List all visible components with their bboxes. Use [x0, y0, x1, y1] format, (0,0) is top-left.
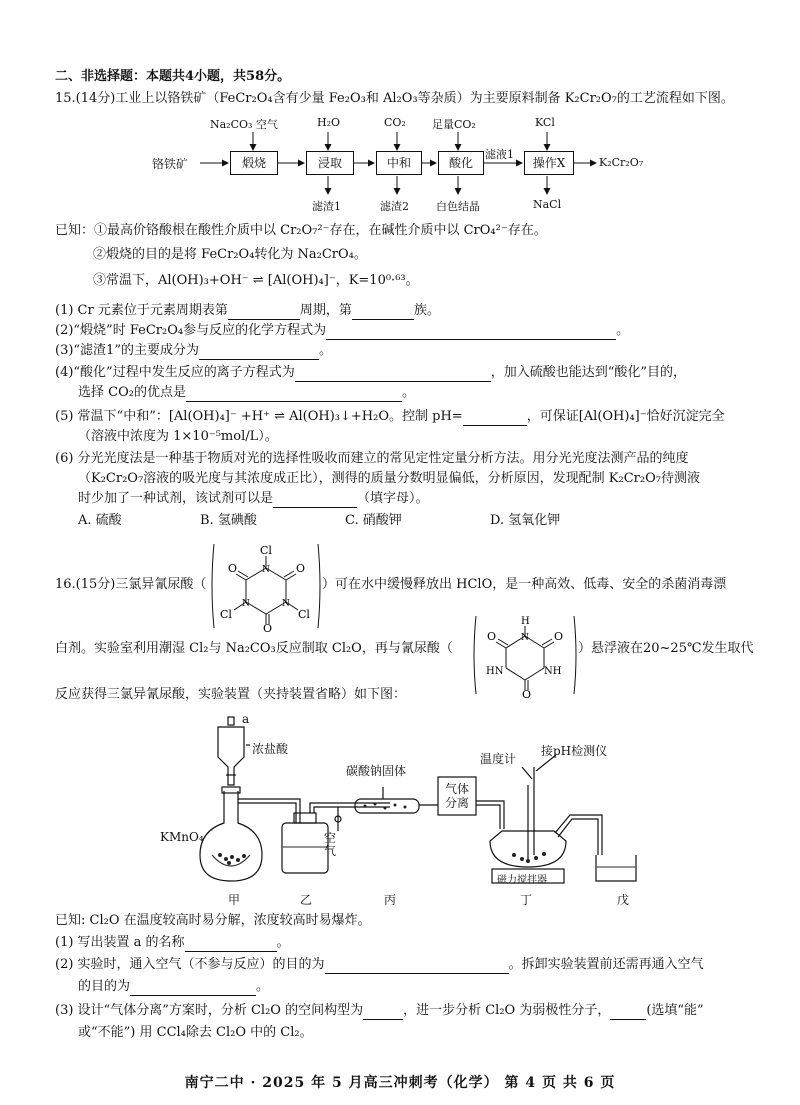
flow-step-leach: 浸取	[306, 151, 354, 175]
station-wu: 戊	[617, 893, 630, 907]
apparatus-label-ph: 接pH检测仪	[541, 744, 608, 758]
answer-blank[interactable]	[463, 411, 527, 426]
q16-sub3-cont: 或“不能”) 用 CCl₄除去 Cl₂O 中的 Cl₂。	[78, 1025, 313, 1040]
atom-label: Cl	[298, 608, 310, 621]
q15-sub1: (1) Cr 元素位于元素周期表第 周期，第 族。	[55, 303, 440, 318]
answer-blank[interactable]	[273, 493, 357, 508]
station-yi: 乙	[300, 893, 313, 907]
flow-output-3: 滤渣2	[380, 200, 409, 213]
answer-blank[interactable]	[228, 305, 300, 320]
atom-label: N	[242, 599, 250, 609]
flow-output-2: 滤渣1	[312, 200, 341, 213]
q16-sub2-cont: 的目的为 。	[78, 979, 270, 994]
atom-label: N	[262, 565, 270, 575]
apparatus-label-thermometer: 温度计	[480, 752, 517, 766]
atom-label: N	[521, 633, 529, 643]
flow-step-calcine: 煅烧	[230, 151, 278, 175]
flow-product: K₂Cr₂O₇	[599, 156, 644, 169]
answer-blank[interactable]	[363, 1005, 403, 1020]
apparatus-label-air: 空气	[324, 831, 337, 858]
apparatus-label-acid: 浓盐酸	[252, 742, 289, 756]
answer-blank[interactable]	[199, 345, 319, 360]
q15-option-c: C. 硝酸钾	[345, 513, 402, 528]
answer-blank[interactable]	[352, 305, 414, 320]
flow-step-operation-x: 操作X	[524, 151, 574, 175]
q15-sub3: (3)“滤渣1”的主要成分为 。	[55, 343, 332, 358]
atom-label: O	[522, 688, 532, 698]
answer-blank[interactable]	[130, 981, 256, 996]
answer-blank[interactable]	[185, 937, 277, 952]
q15-option-b: B. 氢碘酸	[200, 513, 257, 528]
q15-sub2: (2)“煅烧”时 FeCr₂O₄参与反应的化学方程式为 。	[55, 323, 630, 338]
q15-option-a: A. 硫酸	[78, 513, 122, 528]
station-ding: 丁	[520, 893, 533, 907]
atom-label: HN	[486, 666, 504, 677]
atom-label: O	[554, 630, 564, 643]
trichloroisocyanuric-acid-structure	[210, 540, 322, 632]
atom-label: O	[487, 630, 497, 643]
q15-sub4-cont: 选择 CO₂的优点是 。	[78, 385, 415, 400]
q16-sub3: (3) 设计“气体分离”方案时，分析 Cl₂O 的空间构型为 ，进一步分析 Cl₂O 为弱极性分子， (选填“能”	[55, 1003, 704, 1018]
answer-blank[interactable]	[326, 325, 616, 340]
page-footer: 南宁二中 · 2025 年 5 月高三冲刺考（化学） 第 4 页 共 6 页	[184, 1075, 616, 1091]
q16-line2-b: ）悬浮液在20~25℃发生取代	[578, 641, 754, 656]
flow-input-3: CO₂	[384, 116, 406, 129]
q15-known-3: ③常温下，Al(OH)₃+OH⁻ ⇌ [Al(OH)₄]⁻，K=10⁰·⁶³。	[93, 273, 419, 288]
atom-label: N	[282, 599, 290, 609]
flow-input-2: H₂O	[317, 116, 341, 129]
q15-intro: 15.(14分)工业上以铬铁矿（FeCr₂O₄含有少量 Fe₂O₃和 Al₂O₃等杂质）为主要原料制备 K₂Cr₂O₇的工艺流程如下图。	[55, 91, 734, 106]
atom-label: NH	[544, 666, 562, 677]
flow-output-4: 白色结晶	[436, 200, 480, 213]
atom-label: Cl	[220, 608, 232, 621]
flow-output-5: NaCl	[533, 198, 562, 211]
q16-line2-a: 白剂。实验室利用潮湿 Cl₂与 Na₂CO₃反应制取 Cl₂O，再与氰尿酸（	[55, 641, 453, 656]
apparatus-label-a: a	[242, 712, 250, 726]
q15-known-1: 已知：①最高价铬酸根在酸性介质中以 Cr₂O₇²⁻存在，在碱性介质中以 CrO₄²⁻存在。	[55, 223, 547, 238]
q15-sub5-cont: （溶液中浓度为 1×10⁻⁵mol/L）。	[78, 429, 278, 444]
answer-blank[interactable]	[295, 367, 491, 382]
q15-sub5: (5) 常温下“中和”：[Al(OH)₄]⁻ +H⁺ ⇌ Al(OH)₃↓+H₂O。控制 pH= ，可保证[Al(OH)₄]⁻恰好沉淀完全	[55, 409, 725, 424]
flow-input-4: 足量CO₂	[432, 118, 476, 131]
q16-line1-a: 16.(15分)三氯异氰尿酸（	[55, 577, 207, 592]
flow-input-1: Na₂CO₃ 空气	[210, 118, 278, 131]
answer-blank[interactable]	[325, 959, 509, 974]
q16-sub1: (1) 写出装置 a 的名称 。	[55, 935, 290, 950]
flow-step-acidify: 酸化	[438, 151, 484, 175]
q15-sub6-3: 时少加了一种试剂，该试剂可以是 （填字母）。	[78, 491, 429, 506]
atom-label: O	[296, 562, 306, 575]
flow-start: 铬铁矿	[152, 157, 189, 171]
atom-label: O	[228, 562, 238, 575]
answer-blank[interactable]	[186, 387, 402, 402]
station-jia: 甲	[228, 893, 241, 907]
apparatus-label-stirrer: 磁力搅拌器	[497, 875, 547, 886]
cyanuric-acid-structure	[472, 612, 578, 698]
atom-label: H	[521, 616, 530, 627]
q15-option-d: D. 氢氧化钾	[490, 513, 561, 528]
q16-line3: 反应获得三氯异氰尿酸，实验装置（夹持装置省略）如下图：	[55, 687, 407, 702]
q16-sub2: (2) 实验时，通入空气（不参与反应）的目的为 。拆卸实验装置前还需再通入空气	[55, 957, 704, 972]
apparatus-label-solid: 碳酸钠固体	[346, 764, 407, 778]
atom-label: Cl	[260, 544, 272, 557]
station-bing: 丙	[384, 893, 397, 907]
flow-filtrate: 滤液1	[485, 148, 514, 161]
answer-blank[interactable]	[610, 1005, 646, 1020]
q15-known-2: ②煅烧的目的是将 FeCr₂O₄转化为 Na₂CrO₄。	[93, 247, 367, 262]
flow-input-5: KCl	[535, 116, 555, 129]
apparatus-label-separator: 气体分离	[444, 782, 469, 810]
apparatus-label-kmno4: KMnO₄	[160, 830, 204, 844]
q16-line1-b: ）可在水中缓慢释放出 HClO，是一种高效、低毒、安全的杀菌消毒漂	[322, 577, 727, 592]
flow-step-neutralize: 中和	[376, 151, 422, 175]
q15-sub6-1: (6) 分光光度法是一种基于物质对光的选择性吸收而建立的常见定性定量分析方法。用分光光度法测产品的纯度	[55, 451, 689, 466]
q16-known: 已知: Cl₂O 在温度较高时易分解，浓度较高时易爆炸。	[55, 913, 371, 928]
q15-known-label: 已知：	[55, 223, 95, 238]
q15-sub6-2: （K₂Cr₂O₇溶液的吸光度与其浓度成正比），测得的质量分数明显偏低，分析原因，发现配制 K₂Cr₂O₇待测液	[78, 471, 700, 486]
section-heading: 二、非选择题：本题共4小题，共58分。	[55, 69, 291, 84]
atom-label: O	[263, 622, 273, 632]
q15-sub4: (4)“酸化”过程中发生反应的离子方程式为 ，加入硫酸也能达到“酸化”目的，	[55, 365, 687, 380]
